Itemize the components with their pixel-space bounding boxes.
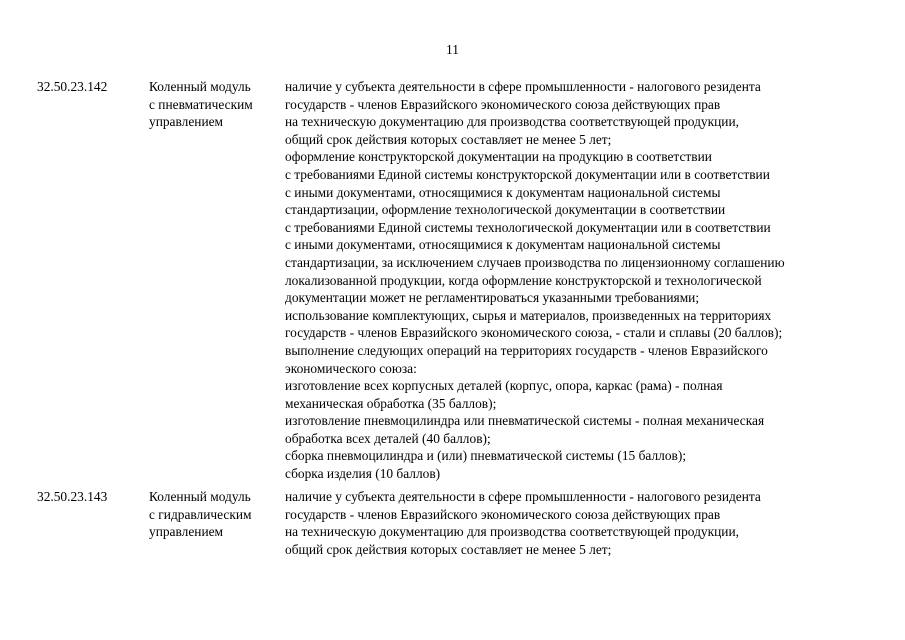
requirement-line: государств - членов Евразийского экономического союза действующих прав: [285, 506, 721, 522]
requirement-line: общий срок действия которых составляет не менее 5 лет;: [285, 541, 612, 557]
requirement-line: с иными документами, относящимися к документам национальной системы: [285, 184, 721, 200]
requirements-text: [285, 488, 885, 558]
product-name-line: с гидравлическим: [149, 506, 252, 522]
product-name-line: с пневматическим: [149, 96, 253, 112]
product-name-line: Коленный модуль: [149, 79, 251, 94]
requirement-line: общий срок действия которых составляет не менее 5 лет;: [285, 131, 612, 147]
product-code: 32.50.23.143: [37, 489, 108, 504]
requirement-line: изготовление пневмоцилиндра или пневматической системы - полная механическая: [285, 413, 765, 429]
requirement-line: локализованной продукции, когда оформление конструкторской и технологической: [285, 272, 762, 288]
product-name-line: управлением: [149, 114, 224, 130]
requirement-line: обработка всех деталей (40 баллов);: [285, 430, 491, 446]
requirement-line: выполнение следующих операций на территориях государств - членов Евразийского: [285, 342, 768, 358]
product-name-line: управлением: [149, 524, 224, 540]
requirement-line: стандартизации, за исключением случаев производства по лицензионному соглашению: [285, 254, 785, 270]
requirement-line: стандартизации, оформление технологической документации в соответствии: [285, 202, 726, 218]
requirements-text: [285, 78, 885, 483]
requirement-line: с требованиями Единой системы технологической документации или в соответствии: [285, 219, 771, 235]
product-name: [149, 78, 279, 131]
product-name: [149, 488, 279, 541]
requirement-line: государств - членов Евразийского экономического союза, - стали и сплавы (20 баллов);: [285, 325, 783, 341]
page-number: 11: [446, 42, 459, 57]
requirement-line: сборка изделия (10 баллов): [285, 466, 441, 482]
requirement-line: использование комплектующих, сырья и материалов, произведенных на территориях: [285, 307, 772, 323]
requirement-line: сборка пневмоцилиндра и (или) пневматической системы (15 баллов);: [285, 448, 687, 464]
requirement-line: с иными документами, относящимися к документам национальной системы: [285, 237, 721, 253]
product-name-line: Коленный модуль: [149, 489, 251, 504]
requirement-line: изготовление всех корпусных деталей (корпус, опора, каркас (рама) - полная: [285, 378, 723, 394]
requirement-line: с требованиями Единой системы конструкторской документации или в соответствии: [285, 166, 770, 182]
requirement-line: наличие у субъекта деятельности в сфере промышленности - налогового резидента: [285, 79, 761, 94]
requirement-line: на техническую документацию для производства соответствующей продукции,: [285, 114, 739, 130]
product-code: 32.50.23.142: [37, 79, 108, 94]
requirement-line: наличие у субъекта деятельности в сфере промышленности - налогового резидента: [285, 489, 761, 504]
requirement-line: государств - членов Евразийского экономического союза действующих прав: [285, 96, 721, 112]
requirement-line: механическая обработка (35 баллов);: [285, 395, 497, 411]
requirement-line: экономического союза:: [285, 360, 417, 376]
requirement-line: на техническую документацию для производства соответствующей продукции,: [285, 524, 739, 540]
requirement-line: оформление конструкторской документации на продукцию в соответствии: [285, 149, 712, 165]
requirement-line: документации может не регламентироваться указанными требованиями;: [285, 290, 700, 306]
